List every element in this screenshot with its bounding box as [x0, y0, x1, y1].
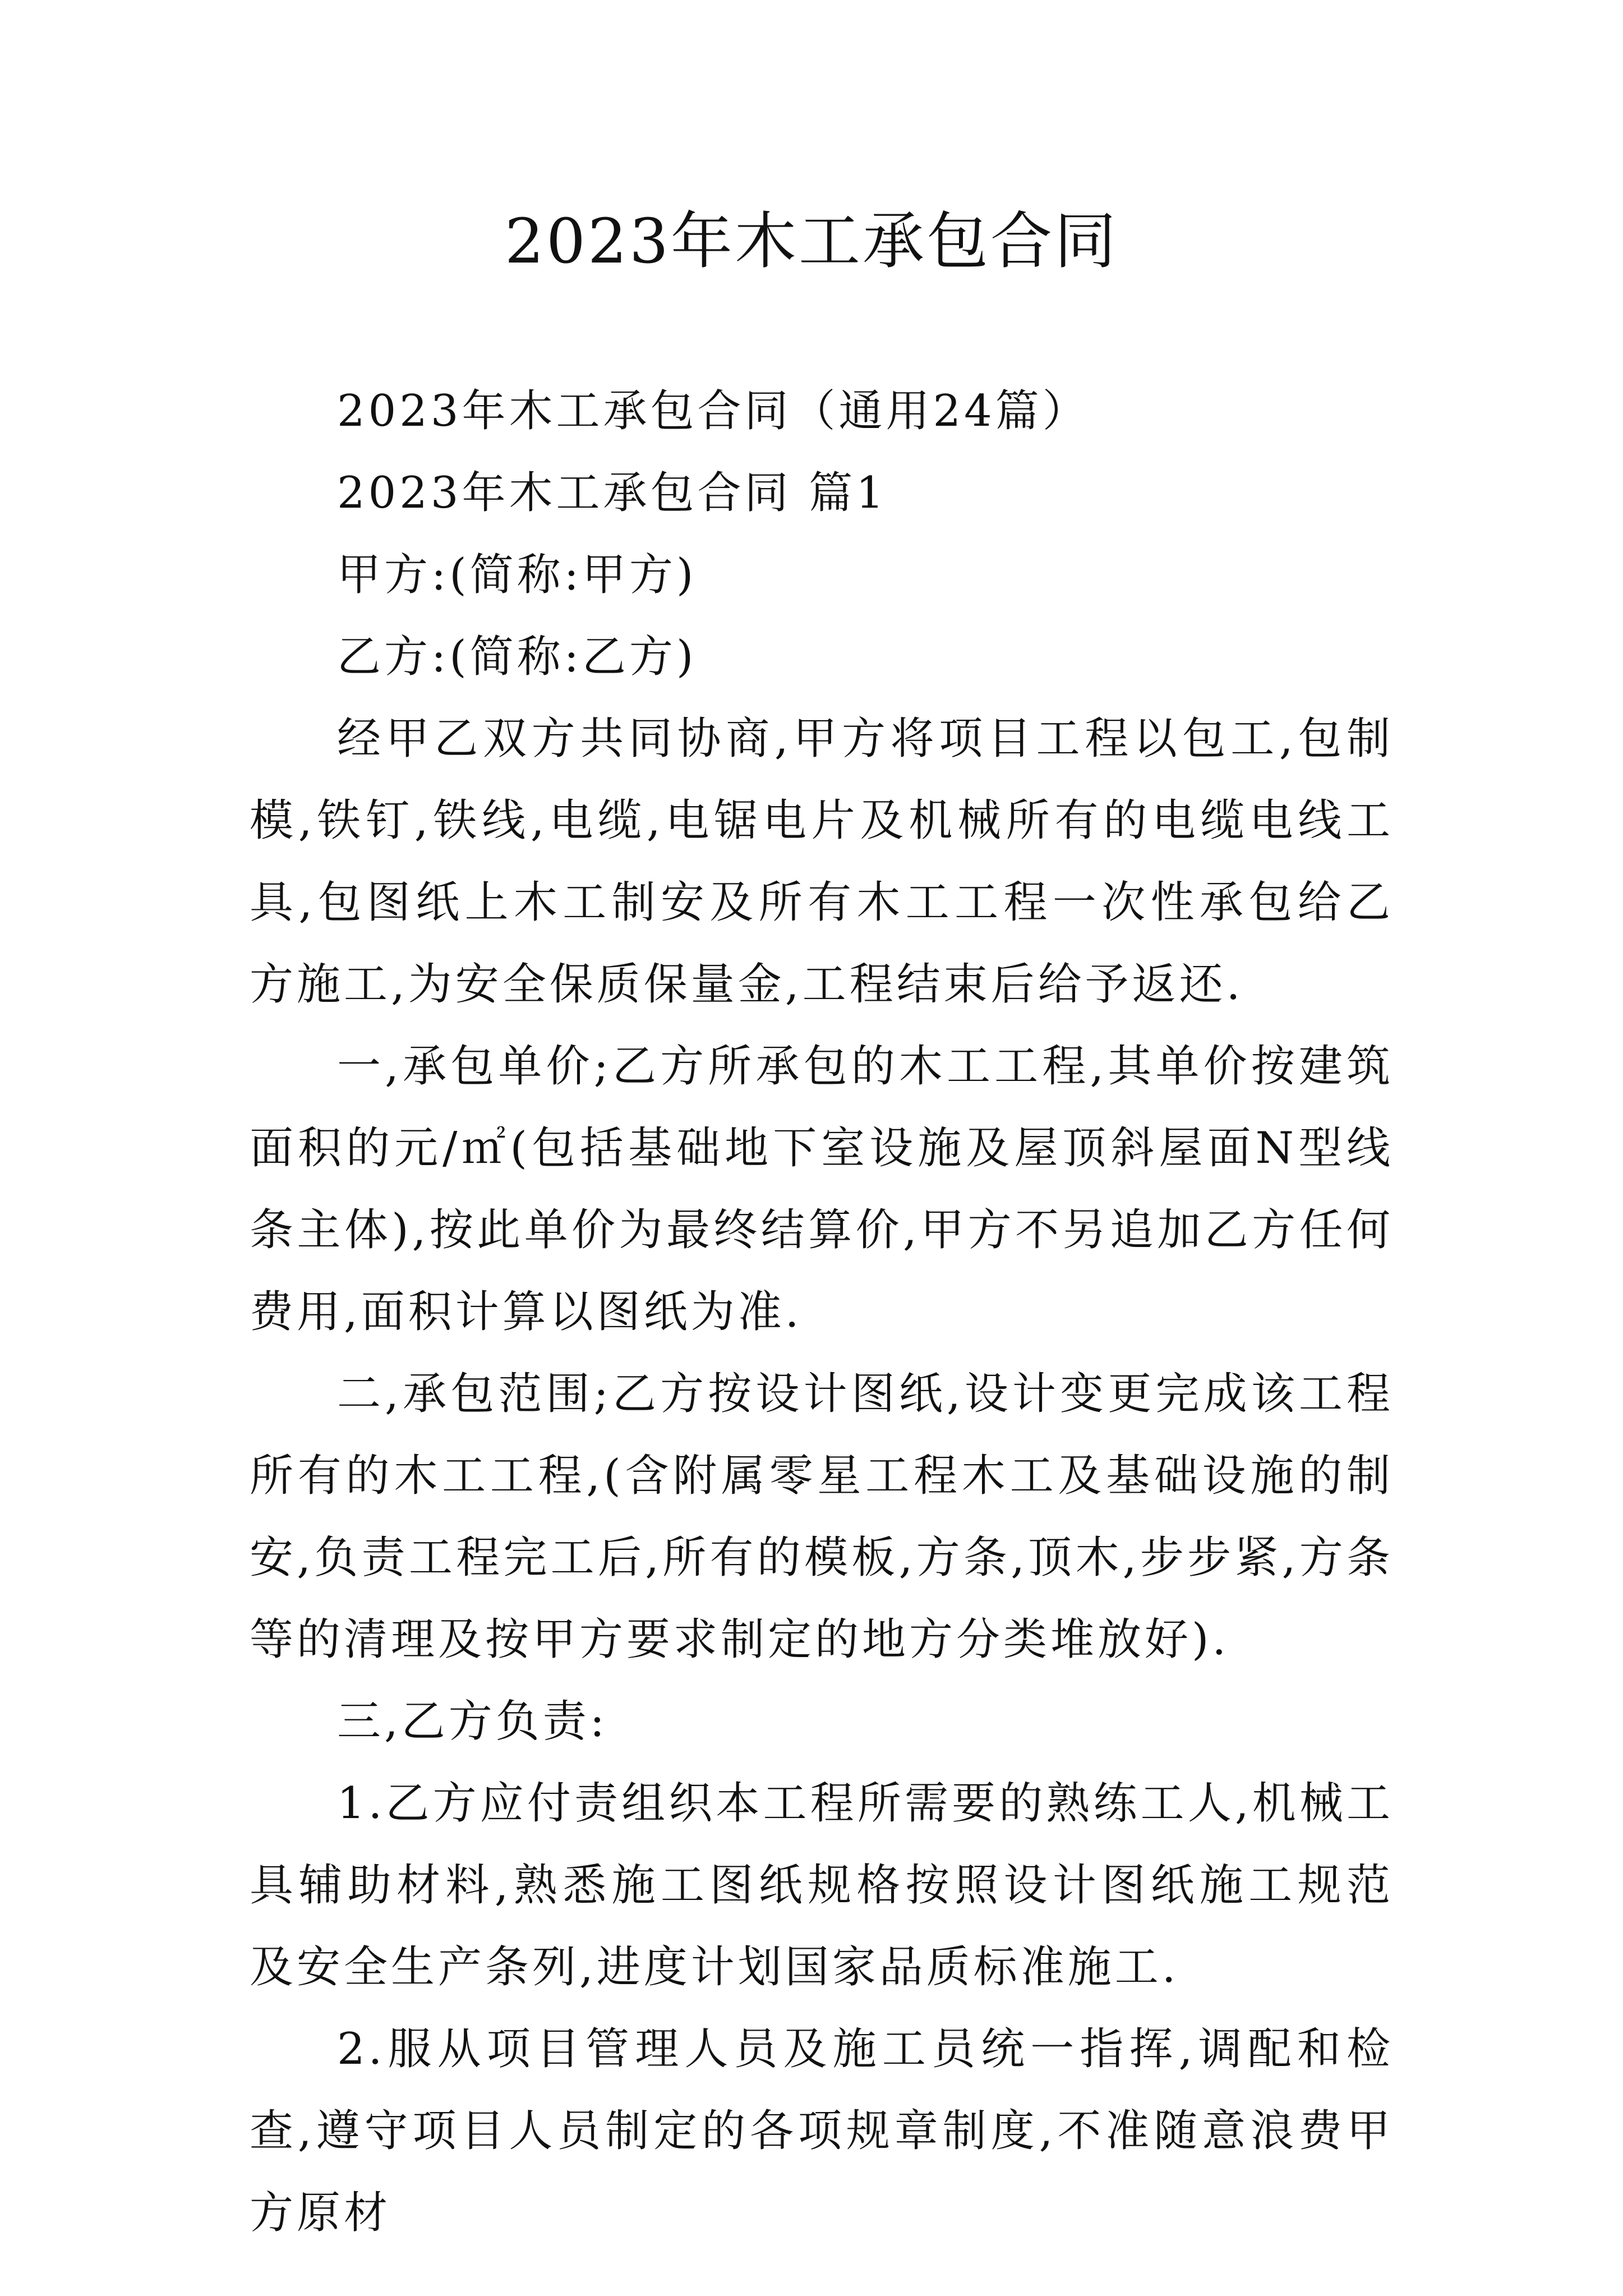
party-b-line: 乙方:(简称:乙方) — [337, 632, 697, 682]
subtitle-line: 2023年木工承包合同（通用24篇） — [337, 386, 1090, 436]
clause-scope: 二,承包范围;乙方按设计图纸,设计变更完成该工程所有的木工工程,(含附属零星工程木工及基础设施的制安,负责工程完工后,所有的模板,方条,顶木,步步紧,方条等的清理及按甲方要求制定的地方分类堆放好). — [250, 1369, 1394, 1665]
document-body — [250, 370, 1394, 2254]
clause-unit-price: 一,承包单价;乙方所承包的木工工程,其单价按建筑面积的元/㎡(包括基础地下室设施及屋顶斜屋面N型线条主体),按此单价为最终结算价,甲方不另追加乙方任何费用,面积计算以图纸为准. — [250, 1041, 1394, 1337]
clause-item-2: 2.服从项目管理人员及施工员统一指挥,调配和检查,遵守项目人员制定的各项规章制度,不准随意浪费甲方原材 — [250, 2024, 1394, 2238]
clause-responsibility-heading: 三,乙方负责: — [337, 1696, 608, 1747]
document-title: 2023年木工承包合同 — [505, 205, 1118, 277]
section-heading: 2023年木工承包合同 篇1 — [337, 468, 887, 518]
party-a-line: 甲方:(简称:甲方) — [337, 550, 697, 600]
intro-paragraph: 经甲乙双方共同协商,甲方将项目工程以包工,包制模,铁钉,铁线,电缆,电锯电片及机械所有的电缆电线工具,包图纸上木工制安及所有木工工程一次性承包给乙方施工,为安全保质保量金,工程结束后给予返还. — [250, 714, 1394, 1010]
clause-item-1: 1.乙方应付责组织本工程所需要的熟练工人,机械工具辅助材料,熟悉施工图纸规格按照设计图纸施工规范及安全生产条列,进度计划国家品质标准施工. — [250, 1778, 1394, 1993]
